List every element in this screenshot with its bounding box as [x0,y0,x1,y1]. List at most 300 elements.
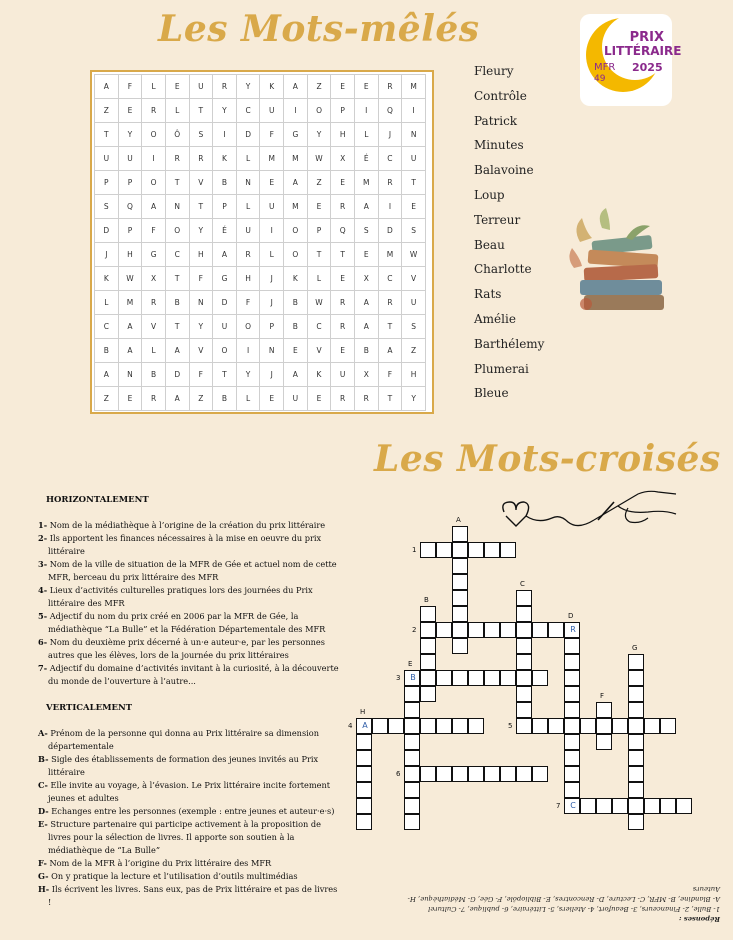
wordsearch-cell[interactable]: A [284,363,308,387]
wordsearch-cell[interactable]: D [378,219,402,243]
wordsearch-cell[interactable]: V [402,267,426,291]
wordsearch-cell[interactable]: T [165,315,189,339]
wordsearch-cell[interactable]: P [260,315,284,339]
crossword-cell[interactable] [420,718,436,734]
wordsearch-cell[interactable]: W [118,267,142,291]
crossword-cell[interactable] [420,766,436,782]
wordsearch-cell[interactable]: X [354,363,378,387]
crossword-cell[interactable] [548,718,564,734]
wordsearch-cell[interactable]: A [95,363,119,387]
crossword-cell[interactable] [468,670,484,686]
wordsearch-cell[interactable]: E [402,195,426,219]
crossword-cell[interactable] [500,766,516,782]
wordsearch-cell[interactable]: K [307,363,331,387]
wordsearch-cell[interactable]: P [118,219,142,243]
wordsearch-cell[interactable]: I [213,123,237,147]
wordsearch-cell[interactable]: O [236,315,260,339]
wordsearch-cell[interactable]: A [165,339,189,363]
crossword-cell[interactable] [628,670,644,686]
wordsearch-cell[interactable]: F [189,267,213,291]
wordsearch-cell[interactable]: K [95,267,119,291]
wordsearch-cell[interactable]: E [331,171,355,195]
wordsearch-cell[interactable]: F [118,75,142,99]
wordsearch-cell[interactable]: X [331,147,355,171]
crossword-cell[interactable] [564,766,580,782]
wordsearch-cell[interactable]: U [95,147,119,171]
wordsearch-cell[interactable]: Ô [165,123,189,147]
crossword-cell[interactable] [356,750,372,766]
crossword-cell[interactable] [468,718,484,734]
crossword-cell[interactable] [628,814,644,830]
crossword-cell[interactable] [388,718,404,734]
crossword-cell[interactable] [452,526,468,542]
wordsearch-cell[interactable]: S [402,219,426,243]
wordsearch-cell[interactable]: R [378,75,402,99]
wordsearch-cell[interactable]: P [307,219,331,243]
wordsearch-cell[interactable]: V [189,339,213,363]
crossword-cell[interactable] [356,782,372,798]
crossword-cell[interactable] [564,782,580,798]
crossword-cell[interactable] [436,766,452,782]
wordsearch-cell[interactable]: A [213,243,237,267]
wordsearch-cell[interactable]: B [165,291,189,315]
wordsearch-cell[interactable]: E [260,171,284,195]
wordsearch-cell[interactable]: A [354,195,378,219]
crossword-cell[interactable] [564,718,580,734]
crossword-cell[interactable] [628,702,644,718]
wordsearch-cell[interactable]: H [118,243,142,267]
wordsearch-cell[interactable]: M [118,291,142,315]
wordsearch-cell[interactable]: O [284,219,308,243]
crossword-cell[interactable] [628,718,644,734]
wordsearch-cell[interactable]: R [331,195,355,219]
wordsearch-cell[interactable]: É [213,219,237,243]
wordsearch-cell[interactable]: Y [236,363,260,387]
crossword-cell[interactable] [628,798,644,814]
wordsearch-cell[interactable]: T [402,171,426,195]
crossword-cell[interactable] [468,766,484,782]
crossword-cell[interactable] [548,622,564,638]
crossword-cell[interactable] [564,798,580,814]
wordsearch-cell[interactable]: D [236,123,260,147]
wordsearch-cell[interactable]: Z [307,75,331,99]
wordsearch-cell[interactable]: K [260,75,284,99]
crossword-cell[interactable] [516,702,532,718]
crossword-cell[interactable] [452,670,468,686]
crossword-cell[interactable] [596,734,612,750]
wordsearch-cell[interactable]: Q [118,195,142,219]
wordsearch-cell[interactable]: Y [402,387,426,411]
wordsearch-cell[interactable]: N [260,339,284,363]
wordsearch-cell[interactable]: E [118,387,142,411]
crossword-cell[interactable] [516,606,532,622]
wordsearch-cell[interactable]: E [165,75,189,99]
crossword-cell[interactable] [452,590,468,606]
crossword-cell[interactable] [452,574,468,590]
wordsearch-cell[interactable]: H [402,363,426,387]
wordsearch-cell[interactable]: S [402,315,426,339]
crossword-cell[interactable] [516,590,532,606]
crossword-cell[interactable] [356,718,372,734]
wordsearch-cell[interactable]: Y [213,99,237,123]
wordsearch-cell[interactable]: W [307,147,331,171]
wordsearch-cell[interactable]: R [236,243,260,267]
wordsearch-cell[interactable]: P [213,195,237,219]
wordsearch-cell[interactable]: U [402,291,426,315]
wordsearch-cell[interactable]: G [142,243,166,267]
crossword-cell[interactable] [580,798,596,814]
wordsearch-cell[interactable]: F [142,219,166,243]
crossword-cell[interactable] [404,718,420,734]
wordsearch-cell[interactable]: Y [189,219,213,243]
crossword-cell[interactable] [420,638,436,654]
wordsearch-cell[interactable]: Z [95,99,119,123]
wordsearch-cell[interactable]: U [260,99,284,123]
wordsearch-cell[interactable]: Z [189,387,213,411]
crossword-cell[interactable] [644,718,660,734]
crossword-cell[interactable] [564,734,580,750]
wordsearch-cell[interactable]: U [236,219,260,243]
crossword-cell[interactable] [564,686,580,702]
wordsearch-cell[interactable]: M [284,147,308,171]
wordsearch-cell[interactable]: T [331,243,355,267]
wordsearch-cell[interactable]: M [378,243,402,267]
crossword-cell[interactable] [356,798,372,814]
crossword-cell[interactable] [612,798,628,814]
wordsearch-cell[interactable]: D [95,219,119,243]
wordsearch-cell[interactable]: T [189,99,213,123]
crossword-cell[interactable] [420,670,436,686]
wordsearch-cell[interactable]: T [213,363,237,387]
crossword-cell[interactable] [564,638,580,654]
crossword-cell[interactable] [404,798,420,814]
wordsearch-cell[interactable]: L [236,147,260,171]
crossword-cell[interactable] [516,622,532,638]
wordsearch-cell[interactable]: H [236,267,260,291]
wordsearch-cell[interactable]: E [307,387,331,411]
wordsearch-cell[interactable]: E [354,243,378,267]
wordsearch-cell[interactable]: F [189,363,213,387]
crossword-cell[interactable] [356,734,372,750]
wordsearch-cell[interactable]: G [284,123,308,147]
crossword-cell[interactable] [628,766,644,782]
wordsearch-cell[interactable]: J [260,267,284,291]
wordsearch-cell[interactable]: I [354,99,378,123]
wordsearch-cell[interactable]: R [165,147,189,171]
wordsearch-cell[interactable]: T [378,387,402,411]
wordsearch-cell[interactable]: C [378,267,402,291]
crossword-cell[interactable] [516,686,532,702]
crossword-cell[interactable] [404,750,420,766]
crossword-cell[interactable] [564,702,580,718]
crossword-cell[interactable] [404,670,420,686]
wordsearch-cell[interactable]: P [118,171,142,195]
wordsearch-cell[interactable]: S [189,123,213,147]
crossword-cell[interactable] [484,542,500,558]
crossword-cell[interactable] [628,782,644,798]
wordsearch-cell[interactable]: M [284,195,308,219]
crossword-cell[interactable] [356,766,372,782]
crossword-cell[interactable] [452,606,468,622]
wordsearch-cell[interactable]: J [260,363,284,387]
wordsearch-cell[interactable]: R [378,291,402,315]
wordsearch-cell[interactable]: Y [236,75,260,99]
wordsearch-cell[interactable]: U [331,363,355,387]
wordsearch-cell[interactable]: V [307,339,331,363]
wordsearch-cell[interactable]: A [118,315,142,339]
wordsearch-cell[interactable]: B [354,339,378,363]
wordsearch-cell[interactable]: B [284,315,308,339]
wordsearch-cell[interactable]: E [331,339,355,363]
wordsearch-cell[interactable]: M [260,147,284,171]
wordsearch-cell[interactable]: A [165,387,189,411]
crossword-cell[interactable] [452,766,468,782]
wordsearch-cell[interactable]: I [236,339,260,363]
wordsearch-cell[interactable]: P [95,171,119,195]
wordsearch-cell[interactable]: A [354,291,378,315]
wordsearch-cell[interactable]: M [354,171,378,195]
wordsearch-cell[interactable]: L [260,243,284,267]
wordsearch-cell[interactable]: U [260,195,284,219]
wordsearch-cell[interactable]: E [331,267,355,291]
crossword-cell[interactable] [356,814,372,830]
crossword-cell[interactable] [596,718,612,734]
wordsearch-cell[interactable]: K [284,267,308,291]
wordsearch-cell[interactable]: T [189,195,213,219]
wordsearch-cell[interactable]: O [142,171,166,195]
wordsearch-cell[interactable]: U [118,147,142,171]
crossword-cell[interactable] [468,622,484,638]
wordsearch-cell[interactable]: O [284,243,308,267]
crossword-cell[interactable] [420,542,436,558]
crossword-cell[interactable] [452,718,468,734]
wordsearch-cell[interactable]: N [236,171,260,195]
wordsearch-cell[interactable]: E [331,75,355,99]
crossword-cell[interactable] [612,718,628,734]
wordsearch-cell[interactable]: L [354,123,378,147]
wordsearch-cell[interactable]: T [165,267,189,291]
crossword-cell[interactable] [596,702,612,718]
crossword-cell[interactable] [420,622,436,638]
wordsearch-cell[interactable]: B [142,363,166,387]
wordsearch-cell[interactable]: W [402,243,426,267]
crossword-cell[interactable] [404,702,420,718]
crossword-cell[interactable] [484,670,500,686]
wordsearch-cell[interactable]: N [189,291,213,315]
crossword-cell[interactable] [452,558,468,574]
wordsearch-cell[interactable]: N [165,195,189,219]
crossword-cell[interactable] [564,622,580,638]
crossword-cell[interactable] [484,766,500,782]
wordsearch-cell[interactable]: F [378,363,402,387]
wordsearch-cell[interactable]: J [95,243,119,267]
wordsearch-cell[interactable]: L [95,291,119,315]
wordsearch-cell[interactable]: T [95,123,119,147]
crossword-cell[interactable] [436,542,452,558]
wordsearch-cell[interactable]: B [213,387,237,411]
wordsearch-cell[interactable]: A [378,339,402,363]
wordsearch-cell[interactable]: R [354,387,378,411]
wordsearch-cell[interactable]: Q [331,219,355,243]
crossword-cell[interactable] [452,638,468,654]
crossword-cell[interactable] [516,766,532,782]
wordsearch-cell[interactable]: O [165,219,189,243]
wordsearch-cell[interactable]: I [402,99,426,123]
crossword-cell[interactable] [580,718,596,734]
crossword-cell[interactable] [660,718,676,734]
wordsearch-cell[interactable]: C [236,99,260,123]
wordsearch-cell[interactable]: X [354,267,378,291]
wordsearch-cell[interactable]: A [354,315,378,339]
crossword-cell[interactable] [436,622,452,638]
wordsearch-cell[interactable]: T [378,315,402,339]
wordsearch-cell[interactable]: H [331,123,355,147]
wordsearch-cell[interactable]: C [95,315,119,339]
crossword-cell[interactable] [436,670,452,686]
wordsearch-cell[interactable]: R [142,291,166,315]
wordsearch-cell[interactable]: F [260,123,284,147]
wordsearch-cell[interactable]: R [142,387,166,411]
wordsearch-cell[interactable]: P [331,99,355,123]
crossword-cell[interactable] [516,718,532,734]
crossword-cell[interactable] [452,622,468,638]
crossword-cell[interactable] [628,686,644,702]
crossword-cell[interactable] [420,606,436,622]
wordsearch-cell[interactable]: R [331,291,355,315]
wordsearch-cell[interactable]: S [95,195,119,219]
wordsearch-cell[interactable]: A [284,171,308,195]
wordsearch-cell[interactable]: O [213,339,237,363]
wordsearch-cell[interactable]: T [165,171,189,195]
wordsearch-cell[interactable]: Y [189,315,213,339]
crossword-cell[interactable] [532,766,548,782]
crossword-cell[interactable] [500,670,516,686]
wordsearch-cell[interactable]: R [331,387,355,411]
wordsearch-cell[interactable]: R [331,315,355,339]
crossword-cell[interactable] [628,734,644,750]
crossword-cell[interactable] [516,638,532,654]
wordsearch-cell[interactable]: I [284,99,308,123]
wordsearch-cell[interactable]: L [165,99,189,123]
wordsearch-cell[interactable]: B [213,171,237,195]
wordsearch-cell[interactable]: J [378,123,402,147]
wordsearch-cell[interactable]: A [284,75,308,99]
wordsearch-cell[interactable]: R [213,75,237,99]
wordsearch-cell[interactable]: U [213,315,237,339]
wordsearch-cell[interactable]: A [142,195,166,219]
crossword-cell[interactable] [628,750,644,766]
crossword-cell[interactable] [532,622,548,638]
crossword-cell[interactable] [516,670,532,686]
wordsearch-cell[interactable]: U [284,387,308,411]
wordsearch-cell[interactable]: L [142,75,166,99]
wordsearch-cell[interactable]: X [142,267,166,291]
wordsearch-cell[interactable]: O [142,123,166,147]
wordsearch-cell[interactable]: T [307,243,331,267]
crossword-cell[interactable] [500,622,516,638]
wordsearch-cell[interactable]: N [402,123,426,147]
wordsearch-cell[interactable]: D [213,291,237,315]
crossword-cell[interactable] [436,718,452,734]
wordsearch-cell[interactable]: O [307,99,331,123]
crossword-cell[interactable] [660,798,676,814]
crossword-cell[interactable] [676,798,692,814]
crossword-cell[interactable] [404,766,420,782]
crossword-cell[interactable] [644,798,660,814]
wordsearch-cell[interactable]: Z [95,387,119,411]
crossword-cell[interactable] [420,654,436,670]
wordsearch-cell[interactable]: U [402,147,426,171]
wordsearch-cell[interactable]: L [142,339,166,363]
wordsearch-cell[interactable]: B [95,339,119,363]
wordsearch-cell[interactable]: E [307,195,331,219]
crossword-cell[interactable] [372,718,388,734]
crossword-cell[interactable] [452,542,468,558]
crossword-cell[interactable] [564,670,580,686]
crossword-cell[interactable] [596,798,612,814]
wordsearch-cell[interactable]: R [142,99,166,123]
crossword-cell[interactable] [628,654,644,670]
crossword-cell[interactable] [404,814,420,830]
wordsearch-cell[interactable]: S [354,219,378,243]
crossword-cell[interactable] [500,542,516,558]
wordsearch-cell[interactable]: R [189,147,213,171]
wordsearch-cell[interactable]: D [165,363,189,387]
crossword-cell[interactable] [404,782,420,798]
crossword-cell[interactable] [516,654,532,670]
wordsearch-cell[interactable]: L [236,195,260,219]
crossword-cell[interactable] [468,542,484,558]
wordsearch-cell[interactable]: V [142,315,166,339]
wordsearch-cell[interactable]: A [118,339,142,363]
crossword-cell[interactable] [404,734,420,750]
wordsearch-cell[interactable]: E [118,99,142,123]
crossword-cell[interactable] [532,670,548,686]
crossword-cell[interactable] [404,686,420,702]
wordsearch-cell[interactable]: I [260,219,284,243]
wordsearch-cell[interactable]: Y [307,123,331,147]
wordsearch-cell[interactable]: C [307,315,331,339]
wordsearch-cell[interactable]: E [260,387,284,411]
crossword-cell[interactable] [564,750,580,766]
wordsearch-cell[interactable]: B [284,291,308,315]
wordsearch-cell[interactable]: E [284,339,308,363]
wordsearch-cell[interactable]: I [378,195,402,219]
wordsearch-cell[interactable]: G [213,267,237,291]
wordsearch-cell[interactable]: Q [378,99,402,123]
wordsearch-cell[interactable]: N [118,363,142,387]
wordsearch-cell[interactable]: L [307,267,331,291]
wordsearch-cell[interactable]: U [189,75,213,99]
wordsearch-cell[interactable]: E [354,75,378,99]
crossword-cell[interactable] [564,654,580,670]
wordsearch-cell[interactable]: É [354,147,378,171]
wordsearch-cell[interactable]: L [236,387,260,411]
wordsearch-cell[interactable]: I [142,147,166,171]
wordsearch-cell[interactable]: F [236,291,260,315]
wordsearch-cell[interactable]: M [402,75,426,99]
wordsearch-cell[interactable]: W [307,291,331,315]
wordsearch-cell[interactable]: C [165,243,189,267]
wordsearch-cell[interactable]: V [189,171,213,195]
wordsearch-cell[interactable]: H [189,243,213,267]
wordsearch-cell[interactable]: Z [402,339,426,363]
wordsearch-cell[interactable]: J [260,291,284,315]
wordsearch-cell[interactable]: A [95,75,119,99]
crossword-cell[interactable] [532,718,548,734]
wordsearch-cell[interactable]: Z [307,171,331,195]
wordsearch-cell[interactable]: C [378,147,402,171]
